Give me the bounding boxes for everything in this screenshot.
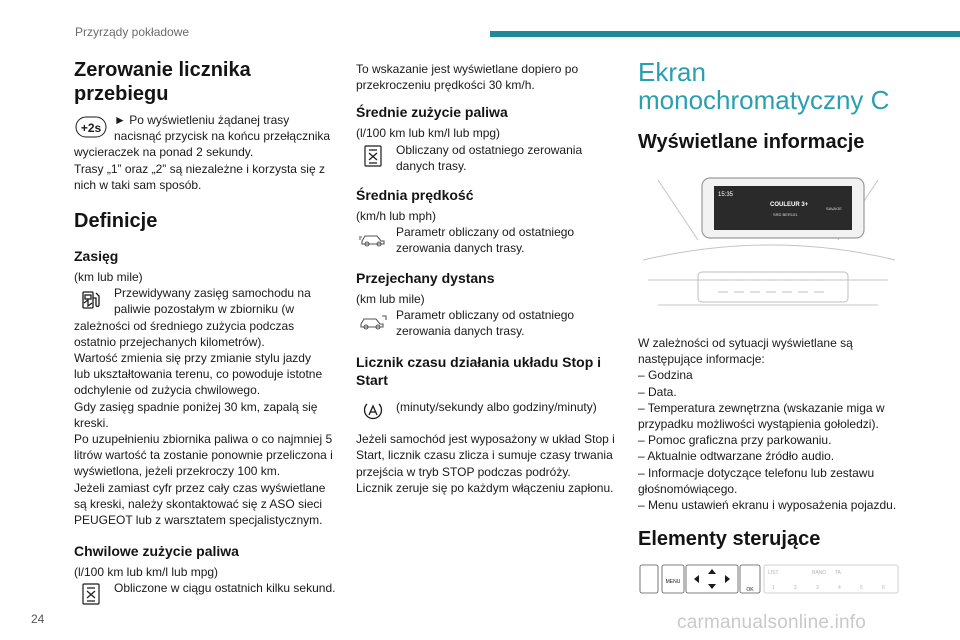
fuel-gauge-icon <box>356 142 390 170</box>
avg-speed-row <box>356 224 622 256</box>
svg-text:+2s: +2s <box>80 121 102 135</box>
text-line: zerowania danych trasy. <box>396 324 525 339</box>
header-accent-bar <box>490 31 960 37</box>
text-line: PEUGEOT lub z warsztatem specjalistycznym. <box>74 513 323 528</box>
avg-consumption-heading: Średnie zużycie paliwa <box>356 104 508 121</box>
stop-start-icon <box>356 395 390 425</box>
avg-consumption-text <box>396 142 582 174</box>
svg-text:COULEUR 3+: COULEUR 3+ <box>770 202 809 208</box>
section-title: Przyrządy pokładowe <box>75 25 190 39</box>
svg-text:SAVAGE: SAVAGE <box>826 206 842 211</box>
svg-text:2: 2 <box>794 585 797 592</box>
avg-speed-heading: Średnia prędkość <box>356 187 474 204</box>
avg-speed-text <box>396 224 574 256</box>
list-item: – Informacje dotyczące telefonu lub zestawu <box>638 465 875 480</box>
text-line: Gdy zasięg spadnie poniżej 30 km, zapalą się <box>74 399 318 414</box>
intro-paragraph <box>356 61 622 93</box>
range-unit: (km lub mile) <box>74 270 143 285</box>
fuel-pump-icon <box>74 285 108 315</box>
svg-text:BAND: BAND <box>812 570 826 577</box>
list-item: – Godzina <box>638 368 693 383</box>
reset-heading: Zerowanie licznika przebiegu <box>74 59 251 105</box>
list-item: – Aktualnie odtwarzane źródło audio. <box>638 449 835 464</box>
text-line: Start, licznik czasu zlicza i sumuje czasy trwania <box>356 448 613 463</box>
stopstart-unit: (minuty/sekundy albo godziny/minuty) <box>396 400 597 415</box>
list-item: przypadku możliwości wystąpienia gołoledzi). <box>638 417 879 432</box>
info-paragraph <box>638 335 900 513</box>
controls-illustration <box>638 561 900 597</box>
list-item: – Temperatura zewnętrzna (wskazanie miga w <box>638 400 885 415</box>
svg-text:5: 5 <box>860 585 863 592</box>
text-line: Obliczany od ostatniego zerowania <box>396 142 583 157</box>
text-line: lub ukształtowania terenu, co powoduje istotne <box>74 367 323 382</box>
info-heading: Wyświetlane informacje <box>638 131 865 153</box>
stopstart-heading: Licznik czasu działania układu Stop i Start <box>356 354 602 389</box>
text-line: W zależności od sytuacji wyświetlane są <box>638 336 853 350</box>
text-line: nich w taki sam sposób. <box>74 177 202 192</box>
svg-text:OK: OK <box>746 587 754 594</box>
text-line: Trasy „1” oraz „2” są niezależne i korzysta się z <box>74 161 325 176</box>
list-item: głośnomówiącego. <box>638 481 738 496</box>
distance-text <box>396 307 574 339</box>
column-left <box>74 58 340 608</box>
distance-unit: (km lub mile) <box>356 291 425 306</box>
text-line: To wskazanie jest wyświetlane dopiero po <box>356 62 579 76</box>
text-line: Przewidywany zasięg samochodu na <box>114 286 311 301</box>
svg-text:6: 6 <box>882 585 885 592</box>
text-line: danych trasy. <box>396 158 467 173</box>
screen-heading: Ekran monochromatyczny C <box>638 57 890 115</box>
range-paragraph <box>74 285 340 528</box>
list-item: – Data. <box>638 384 677 399</box>
text-line: Wartość zmienia się przy zmianie stylu jazdy <box>74 351 311 366</box>
text-line: odchylenie od zużycia chwilowego. <box>74 383 261 398</box>
instant-consumption-text: Obliczone w ciągu ostatnich kilku sekund. <box>114 581 336 596</box>
list-item: – Menu ustawień ekranu i wyposażenia pojazdu. <box>638 498 897 513</box>
svg-text:4: 4 <box>838 585 841 592</box>
column-middle <box>356 58 622 496</box>
avg-consumption-unit: (l/100 km lub km/l lub mpg) <box>356 126 501 141</box>
controls-heading: Elementy sterujące <box>638 528 821 551</box>
text-line: wycieraczek na ponad 2 sekundy. <box>74 145 254 160</box>
text-line: Jeżeli zamiast cyfr przez cały czas wyświetlane <box>74 480 326 495</box>
svg-text:15:35: 15:35 <box>718 192 734 198</box>
text-line: przekroczeniu prędkości 30 km/h. <box>356 78 535 93</box>
car-speed-icon <box>356 224 390 252</box>
svg-text:TA: TA <box>835 570 842 577</box>
distance-row <box>356 307 622 339</box>
stopstart-paragraph <box>356 431 622 496</box>
avg-consumption-row <box>356 142 622 174</box>
instant-consumption-row <box>74 580 340 608</box>
text-line: ► Po wyświetleniu żądanej trasy <box>114 113 290 127</box>
dashboard-illustration <box>638 160 900 330</box>
text-line: są kreski, należy skontaktować się z ASO sieci <box>74 496 323 511</box>
fuel-gauge-icon <box>74 580 108 608</box>
text-line: Po uzupełnieniu zbiornika paliwa o co najmniej 5 <box>74 432 333 447</box>
svg-text:1: 1 <box>772 585 775 592</box>
page-number: 24 <box>31 612 45 626</box>
svg-text:MENU: MENU <box>665 579 681 586</box>
text-line: kreski. <box>74 415 109 430</box>
avg-speed-unit: (km/h lub mph) <box>356 209 437 224</box>
column-right <box>638 58 900 597</box>
text-line: Parametr obliczany od ostatniego <box>396 307 575 322</box>
svg-text:3: 3 <box>816 585 819 592</box>
range-heading: Zasięg <box>74 248 119 265</box>
instant-consumption-unit: (l/100 km lub km/l lub mpg) <box>74 565 219 580</box>
reset-paragraph <box>74 112 340 193</box>
list-item: – Pomoc graficzna przy parkowaniu. <box>638 433 832 448</box>
svg-text:LIST: LIST <box>768 570 779 577</box>
text-line: paliwie pozostałym w zbiorniku (w <box>114 302 295 317</box>
plus-2s-icon <box>74 112 108 142</box>
text-line: ostatnio przejechanych kilometrów). <box>74 334 265 349</box>
text-line: Licznik zeruje się po każdym włączeniu zapłonu. <box>356 480 614 495</box>
text-line: przejścia w tryb STOP podczas podróży. <box>356 464 571 479</box>
watermark: carmanualsonline.info <box>677 612 867 633</box>
text-line: zależności od średniego zużycia podczas <box>74 318 295 333</box>
text-line: litrów wartość ta zostanie ponownie przeliczona i <box>74 448 333 463</box>
definitions-heading: Definicje <box>74 210 158 233</box>
svg-text:SRD BER101: SRD BER101 <box>773 212 798 217</box>
instant-consumption-heading: Chwilowe zużycie paliwa <box>74 543 239 560</box>
stopstart-row <box>356 395 622 425</box>
text-line: wyświetlona, jeżeli przekroczy 100 km. <box>74 464 281 479</box>
text-line: Jeżeli samochód jest wyposażony w układ Stop i <box>356 432 615 447</box>
text-line: nacisnąć przycisk na końcu przełącznika <box>114 129 331 144</box>
text-line: następujące informacje: <box>638 352 765 367</box>
text-line: Parametr obliczany od ostatniego <box>396 225 575 240</box>
car-distance-icon <box>356 307 390 335</box>
distance-heading: Przejechany dystans <box>356 269 495 286</box>
text-line: zerowania danych trasy. <box>396 241 525 256</box>
